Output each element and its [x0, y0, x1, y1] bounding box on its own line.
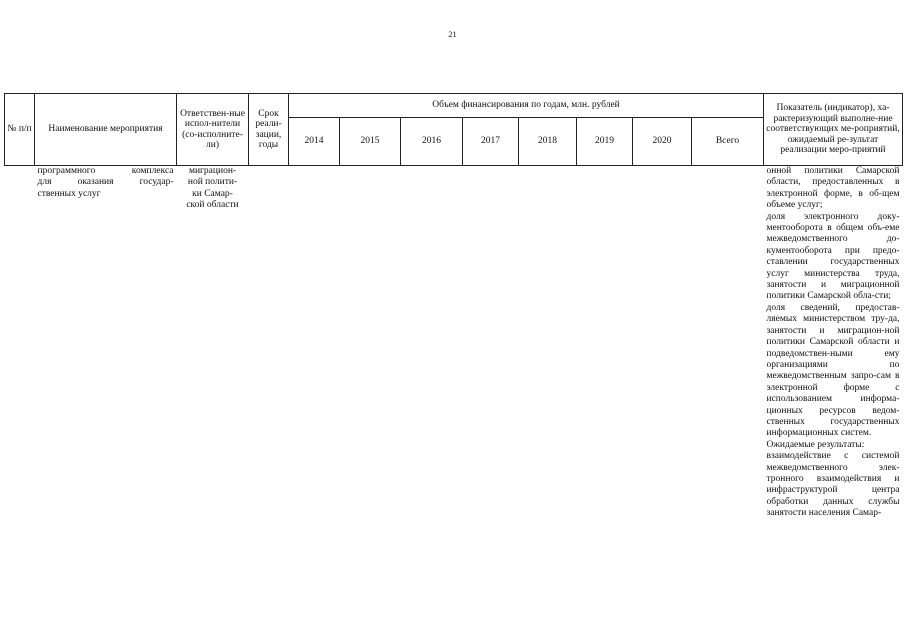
responsible-line: ки Самар- [192, 188, 233, 199]
cell-2019 [577, 166, 633, 520]
cell-2014 [289, 166, 340, 520]
header-year-2015: 2015 [340, 118, 401, 166]
page-number: 21 [448, 29, 457, 39]
header-year-2014: 2014 [289, 118, 340, 166]
header-year-2019: 2019 [577, 118, 633, 166]
responsible-line: миграцион- [188, 166, 237, 176]
header-year-2016: 2016 [401, 118, 463, 166]
cell-number [5, 166, 35, 520]
header-indicator: Показатель (индикатор), ха-рактеризующий выполне-ние соответствующих ме-роприятий, ожидаемый ре-зультат реализации меро-приятий [764, 94, 903, 166]
responsible-line: ской области [186, 200, 239, 211]
cell-2015 [340, 166, 401, 520]
indicator-text: онной политики Самарской области, предоставленных в электронной форме, в об-щем объеме услуг; доля электронного доку-ментооборота в общем объ-еме межведомственного до-кументооборота при предо-ставлении государственных услуг министерства труда, занятости и миграционной политики Самарской обла-сти; доля сведений, предостав-ляемых министерством тру-да, занятости и миграцион-ной политики Самарской области и подведомствен-ными ему организациями по межведомственным запро-сам в электронной форме с использованием информа-ционных ресурсов ведом-ственных государственных информационных систем. Ожидаемые результаты: взаимодействие с системой межведомственного элек-тронного взаимодействия и инфраструктурой центра обработки данных службы занятости населения Самар- [766, 166, 900, 519]
responsible-line: ной полити- [187, 177, 238, 188]
header-responsible: Ответствен-ные испол-нители (со-исполните-ли) [177, 94, 249, 166]
cell-2020 [633, 166, 692, 520]
table-row [5, 166, 903, 520]
header-year-2018: 2018 [519, 118, 577, 166]
program-table [4, 93, 903, 520]
header-year-2020: 2020 [633, 118, 692, 166]
cell-indicator [764, 166, 903, 520]
event-name-line: программного комплекса [37, 166, 174, 176]
header-total: Всего [692, 118, 764, 166]
header-number: № п/п [5, 94, 35, 166]
cell-2017 [463, 166, 519, 520]
header-funding: Объем финансирования по годам, млн. рублей [289, 94, 764, 118]
event-name-line: для оказания государ- [37, 177, 174, 188]
cell-2016 [401, 166, 463, 520]
cell-responsible [177, 166, 249, 520]
cell-total [692, 166, 764, 520]
cell-event-name [35, 166, 177, 520]
header-year-2017: 2017 [463, 118, 519, 166]
event-name-line: ственных услуг [37, 188, 101, 199]
cell-term [249, 166, 289, 520]
header-event-name: Наименование мероприятия [35, 94, 177, 166]
header-term: Срок реали-зации, годы [249, 94, 289, 166]
cell-2018 [519, 166, 577, 520]
